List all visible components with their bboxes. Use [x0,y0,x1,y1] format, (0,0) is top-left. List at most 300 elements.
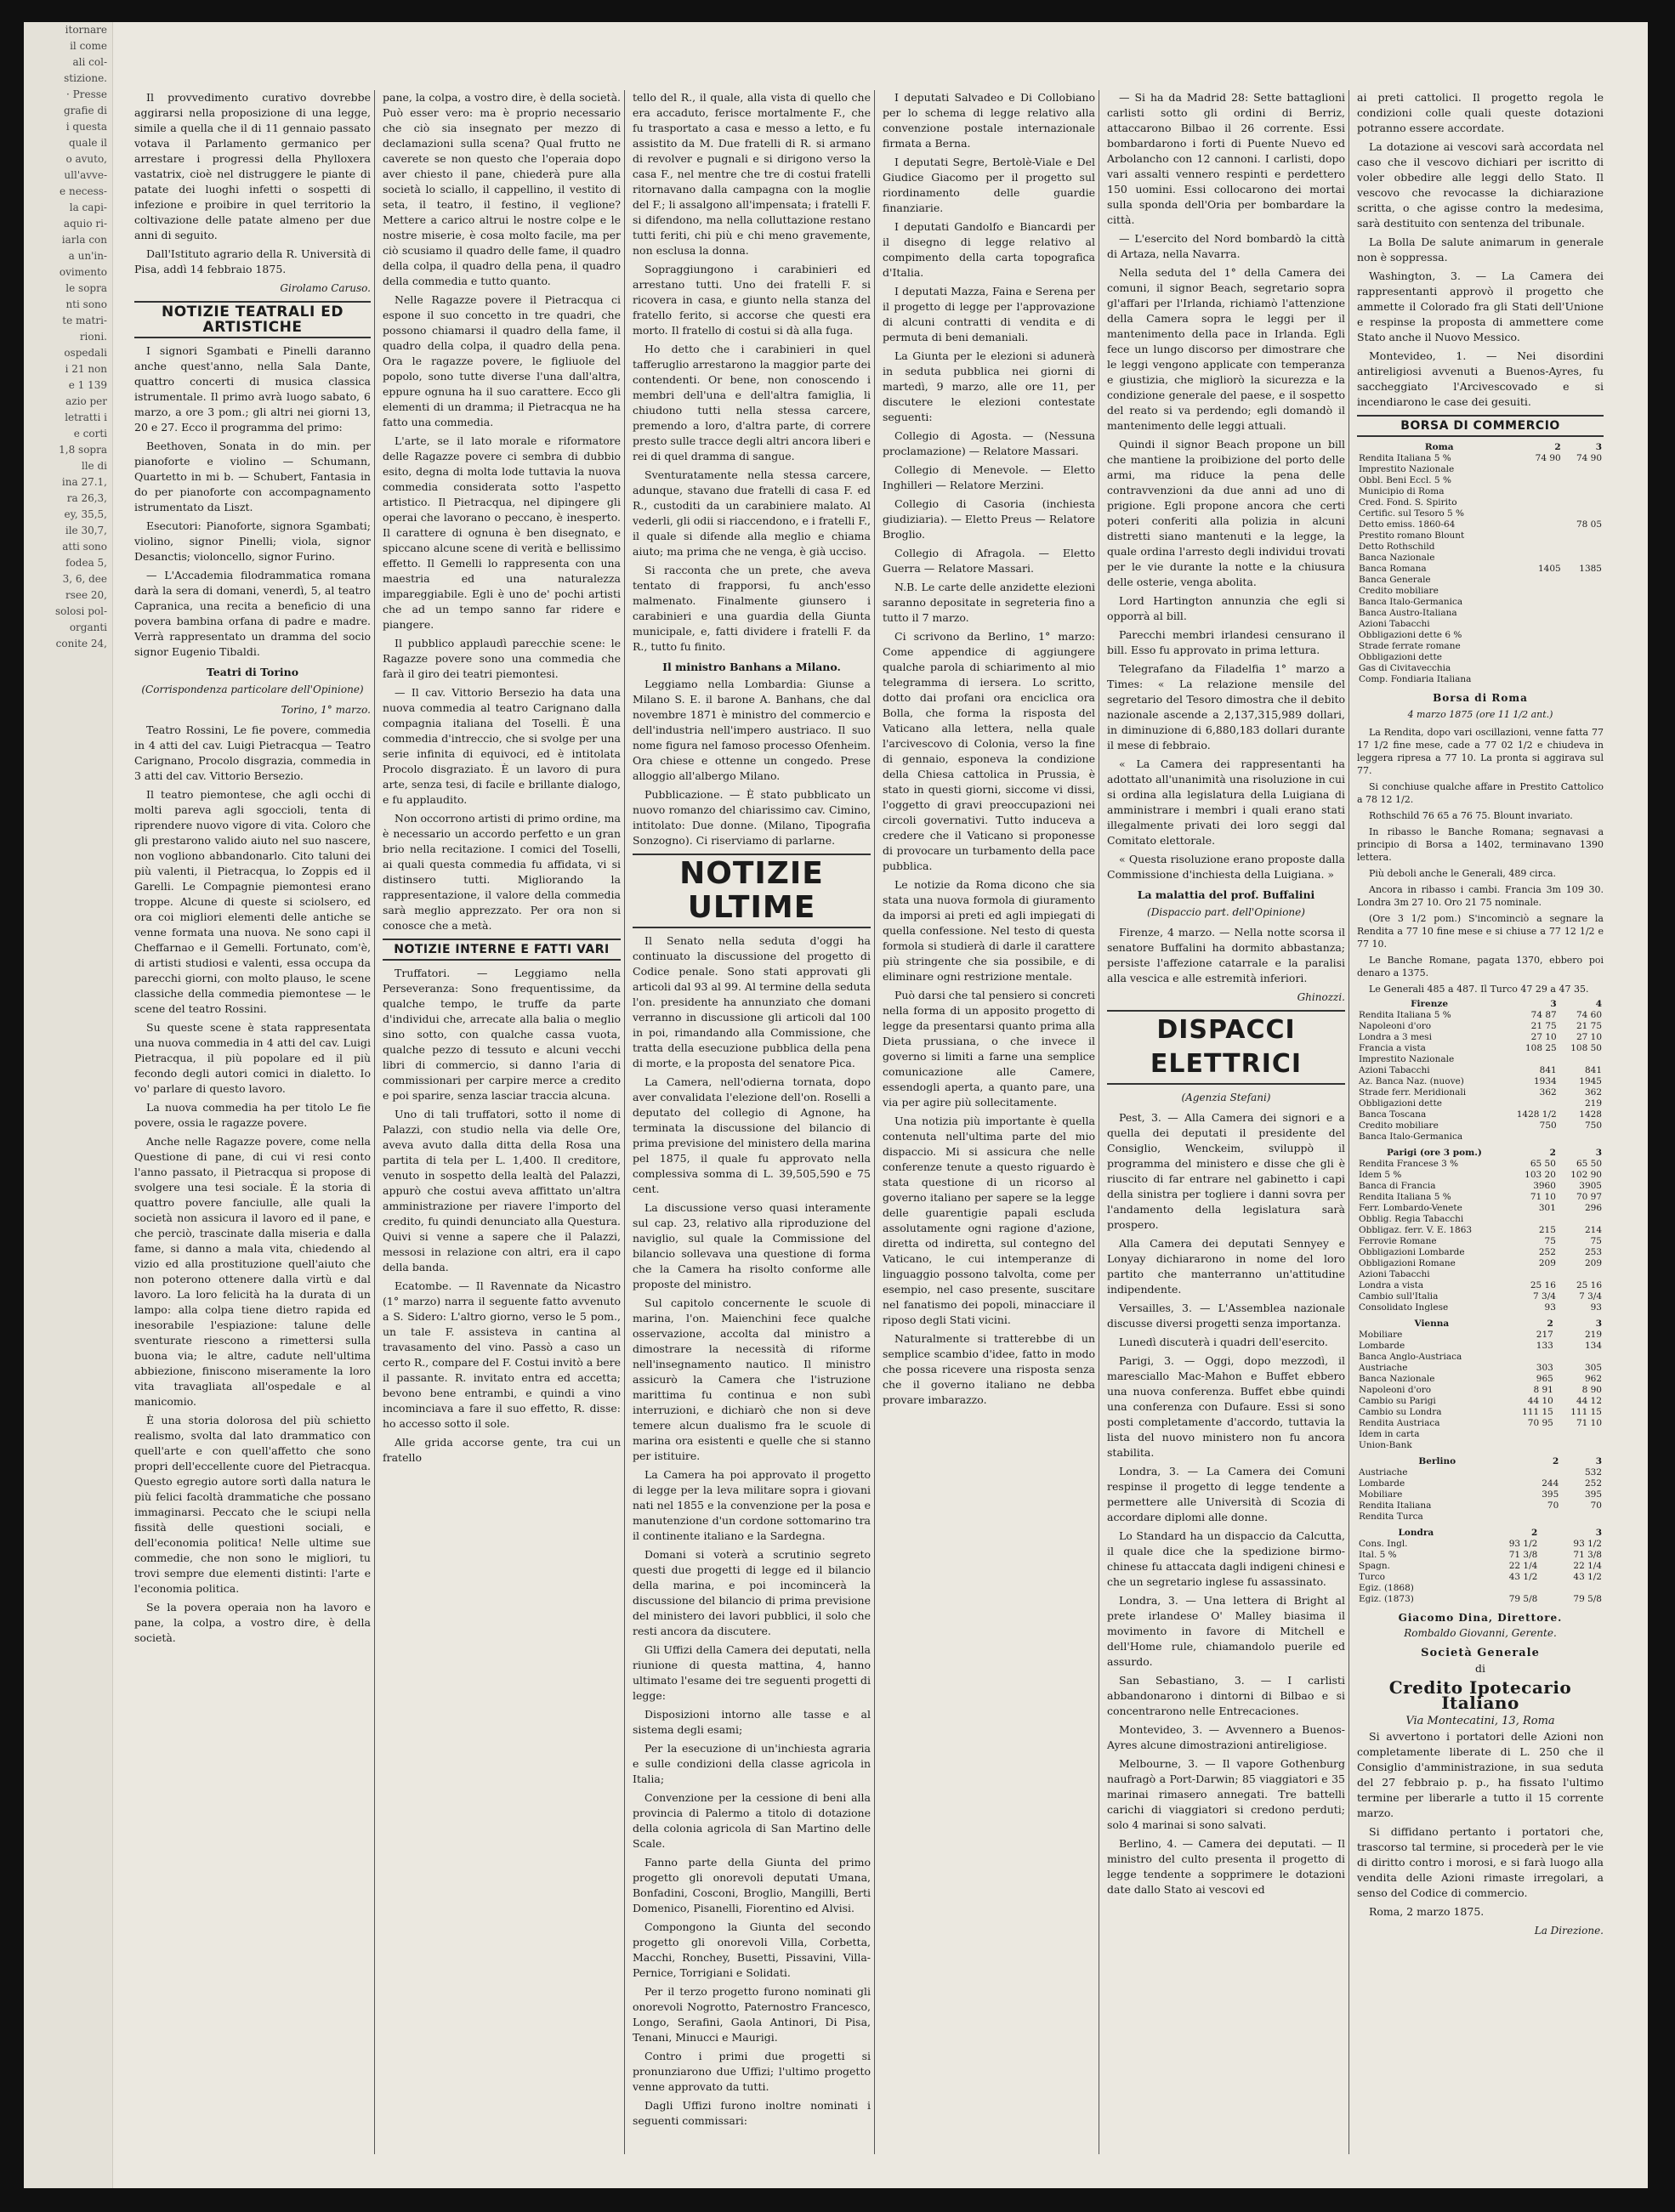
quotes-value-cell: 532 [1584,1467,1602,1478]
latest-paragraph: Gli Uffizi della Camera dei deputati, nella riunione di questa mattina, 4, hanno ultimato l'esame dei tre seguenti progetti di legge: [633,1643,871,1702]
telegram-paragraph: Alla Camera dei deputati Sennyey e Lonyay dichiararono in nome del loro partito che manterranno un'attitudine indipendente. [1107,1237,1345,1296]
margin-fragment: nti sono [65,298,107,310]
turin-paragraph: Il teatro piemontese, che agli occhi di molti pareva agli sgoccioli, tenta di riprendere nuovo vigore di vita. Coloro che gli prestarono valido aiuto nel suo nascere, non vogliono abbandonarlo. Cito taluni dei più valenti, il Pietracqua, lo Zoppis ed il Garelli. Le Compagnie piemontesi erano troppe. Alcune di queste si sciolsero, ed ora coi migliori elementi delle antiche se venne formata una nuova. Ne sono capi il Cheffarnao e il Gemelli. Fortunato, com'è, di artisti studiosi e valenti, essa occupa da parecchi giorni, con molto plauso, le scene classiche della commedia piemontese — le scene del teatro Rossini. [134,788,371,1015]
quotes-row [1357,1109,1604,1120]
quotes-row [1357,1440,1604,1451]
buffalini-heading: La malattia del prof. Buffalini [1137,888,1315,901]
quotes-label-cell: Strade ferr. Meridionali [1359,1087,1467,1097]
borsa-paragraph: (Ore 3 1/2 pom.) S'incominciò a segnare la Rendita a 77 10 fine mese e si chiuse a 77 12 1/2 e 77 10. [1357,913,1604,950]
latest-paragraph: Convenzione per la cessione di beni alla provincia di Palermo a titolo di dotazione della colonia agricola di San Martino delle Scale. [633,1791,871,1850]
margin-fragment: ovimento [59,266,107,278]
quotes-value-cell: 71 10 [1576,1418,1602,1428]
quotes-label-cell: Municipio di Roma [1359,486,1445,496]
latest-paragraph: Dagli Uffizi furono inoltre nominati i seguenti commissari: [633,2099,871,2127]
news-paragraph: Uno di tali truffatori, sotto il nome di Palazzi, con studio nella via delle Ore, aveva avuto dalla ditta della Rosa una partita di tela per L. 1,400. Il creditore, venuto in sospetto della lealtà del Palazzi, appurò che costui aveva affittato un'altra amministrazione per riavere l'importo del credito, fu quindi denunciato alla Questura. Quivi si venne a sapere che il Palazzi, messosi in relazione con altri, era il capo della banda. [383,1108,621,1273]
quotes-row [1357,1500,1604,1512]
quotes-value-cell: 70 [1590,1500,1602,1511]
quotes-value-cell: 217 [1536,1330,1553,1340]
quotes-value-cell [1563,542,1604,553]
borsa-paragraph: Ancora in ribasso i cambi. Francia 3m 109 30. Londra 3m 27 10. Oro 21 75 nominale. [1357,884,1604,908]
article-paragraph: Lord Hartington annunzia che egli si opporrà al bill. [1107,594,1345,622]
quotes-value-cell [1521,497,1562,508]
latest-paragraph: Contro i primi due progetti si pronunziarono due Uffizi; l'ultimo progetto venne approvato da tutti. [633,2050,871,2093]
quotes-value-cell [1559,1054,1604,1065]
quotes-label-cell: Credito mobiliare [1359,586,1439,596]
article-paragraph: Collegio di Menevole. — Eletto Inghilleri — Relatore Merzini. [883,463,1095,491]
quotes-row [1357,586,1604,597]
quotes-value-cell [1563,652,1604,663]
quotes-value-cell [1555,1440,1604,1451]
quotes-row [1357,1374,1604,1385]
quotes-value-cell: 134 [1584,1341,1602,1351]
margin-fragment: grafie di [63,105,107,116]
quotes-value-cell [1475,1583,1540,1594]
quotes-label-cell: Cambio su Londra [1359,1407,1442,1417]
quotes-value-cell: 70 97 [1576,1192,1602,1202]
quotes-row [1357,453,1604,464]
quotes-value-cell: 70 95 [1527,1418,1553,1428]
quotes-row [1357,1065,1604,1076]
article-paragraph: Telegrafano da Filadelfia 1° marzo a Times: « La relazione mensile del segretario del Tesoro dimostra che il debito nazionale ascende a 2,137,315,989 dollari, in diminuzione di 6,880,183 dollari durante il mese di febbraio. [1107,662,1345,752]
quotes-value-cell: 1428 [1579,1109,1602,1120]
quotes-value-cell: 71 3/8 [1573,1550,1602,1560]
quotes-row [1357,1214,1604,1225]
latest-paragraph: La Camera ha poi approvato il progetto di legge per la leva militare sopra i giovani nati nel 1855 e la convenzione per la posa e manutenzione d'un cordone sottomarino tra il continente italiano e la Sardegna. [633,1468,871,1542]
stock-exchange-heading: BORSA DI COMMERCIO [1357,415,1604,437]
quotes-label-cell: Rendita Italiana 5 % [1359,1010,1451,1020]
borsa-paragraph: Le Banche Romane, pagata 1370, ebbero poi denaro a 1375. [1357,955,1604,978]
margin-fragment: quale il [69,137,107,149]
editor-name: Giacomo Dina, Direttore. [1398,1612,1563,1624]
quotes-row [1357,1352,1604,1363]
quotes-row [1357,1478,1604,1489]
quotes-label-cell: Rendita Italiana 5 % [1359,453,1451,463]
theatre-paragraph: I signori Sgambati e Pinelli daranno anche quest'anno, nella Sala Dante, quattro concerti di musica classica istrumentale. Il primo avrà luogo sabato, 6 marzo, a ore 3 pom.; gli altri nei giorni 13, 20 e 27. Ecco il programma del primo: [134,344,371,434]
quotes-value-cell: 21 75 [1530,1021,1557,1031]
borsa-paragraph: In ribasso le Banche Romana; segnavasi a principio di Borsa a 1402, terminavano 1390 lettera. [1357,826,1604,863]
article-paragraph: ai preti cattolici. Il progetto regola le condizioni colle quali queste dotazioni potranno essere accordate. [1357,91,1604,134]
quotes-value-cell [1555,1429,1604,1440]
quotes-label-cell: Banca Generale [1359,575,1431,585]
margin-fragment: itornare [65,24,107,36]
quotes-value-cell [1502,1054,1559,1065]
article-paragraph: La Giunta per le elezioni si adunerà in seduta pubblica nei giorni di martedì, 9 marzo, alle ore 11, per discutere le elezioni contestate seguenti: [883,349,1095,423]
quotes-value-cell [1558,1214,1604,1225]
column-rule [374,90,375,2154]
quotes-label-cell: Azioni Tabacchi [1359,619,1430,629]
quotes-value-cell [1563,630,1604,641]
borsa-paragraph: Più deboli anche le Generali, 489 circa. [1369,868,1557,879]
latest-paragraph: La discussione verso quasi interamente sul cap. 23, relativo alla riproduzione del naviglio, sul quale la Commissione del bilancio sollevava una questione di forma che la Camera ha risolto conforme alle proposte del ministro. [633,1201,871,1290]
quotes-value-cell [1563,475,1604,486]
quotes-value-cell: 209 [1538,1258,1556,1268]
turin-date: Torino, 1° marzo. [281,704,371,716]
quotes-row [1357,508,1604,519]
quotes-label-cell: Napoleoni d'oro [1359,1021,1432,1031]
margin-fragment: ina 27.1, [61,476,107,488]
quotes-row [1357,1550,1604,1561]
buffalini-text: Firenze, 4 marzo. — Nella notte scorsa il senatore Buffalini ha dormito abbastanza; persiste l'affezione catarrale e la paralisi alla vescica e alle estremità inferiori. [1107,926,1345,984]
quotes-value-cell: 750 [1584,1120,1602,1131]
quotes-label-cell: Azioni Tabacchi [1359,1269,1430,1279]
quotes-label-cell: Idem in carta [1359,1429,1420,1439]
quotes-row [1357,608,1604,619]
quotes-value-cell: 965 [1536,1374,1553,1384]
society-paragraph: Si avvertono i portatori delle Azioni non completamente liberate di L. 250 che il Consiglio d'amministrazione, in sua seduta del 27 febbraio p. p., ha fissato l'ultimo termine per liberarle a tutto il 15 corrente marzo. [1357,1730,1604,1819]
borsa-paragraph: Le Generali 485 a 487. Il Turco 47 29 a 47 35. [1369,984,1589,995]
buffalini-subheading: (Dispaccio part. dell'Opinione) [1147,906,1305,918]
quotes-value-cell: 111 15 [1522,1407,1553,1417]
quotes-value-cell [1521,575,1562,586]
quotes-header-cell: 3 [1550,999,1557,1009]
quotes-row [1357,486,1604,497]
quotes-table-vienna [1357,1319,1604,1451]
quotes-label-cell: Banca Anglo-Austriaca [1359,1352,1462,1362]
margin-fragment: solosi pol- [54,605,107,617]
quotes-value-cell: 215 [1538,1225,1556,1235]
quotes-value-cell: 219 [1584,1330,1602,1340]
quotes-value-cell: 1934 [1533,1076,1557,1086]
telegram-paragraph: Melbourne, 3. — Il vapore Gothenburg naufragò a Port-Darwin; 85 viaggiatori e 35 marinai rimasero annegati. Tre battelli carichi di viaggiatori si credono perduti; solo 4 marinai si sono salvati. [1107,1757,1345,1831]
milan-title: Il ministro Banhans a Milano. [662,661,841,673]
quotes-value-cell: 103 20 [1525,1170,1556,1180]
quotes-value-cell: 43 1/2 [1508,1572,1538,1582]
quotes-header-cell: 2 [1530,1528,1538,1538]
quotes-value-cell [1563,663,1604,674]
article-paragraph: pane, la colpa, a vostro dire, è della società. Può esser vero: ma è proprio necessario che ciò sia insegnato per mezzo di declamazioni sulla scena? Qual frutto ne caverete se non questo che l'operaia dopo aver chiesto il pane, chiederà pure alla società lo sciallo, il cappellino, il vestito di seta, il teatro, il festino, il veglione? Mettere a carico altrui le nostre colpe e le nostre miserie, è cosa molto facile, ma per ciò scusiamo il quadro delle fame, il quadro della colpa, il quadro della pena, il quadro della commedia e tutto quanto. [383,91,621,287]
quotes-label-cell: Azioni Tabacchi [1359,1065,1430,1075]
article-paragraph: Quindi il signor Beach propone un bill che mantiene la proibizione del porto delle armi, ma riduce la pena delle contravvenzioni da due anni ad uno di prigione. Egli propone ancora che certi poteri conferiti alla polizia in alcuni distretti siano mantenuti e la legge, la quale ordina l'arresto degli individui trovati per le vie durante la notte e la chiusura delle osterie, venga abolita. [1107,438,1345,588]
column-rule [624,90,625,2154]
quotes-header-cell: Berlino [1418,1456,1456,1466]
quotes-label-cell: Rendita Italiana 5 % [1359,1192,1451,1202]
quotes-value-cell: 8 91 [1533,1385,1553,1395]
column-rule [874,90,875,2154]
quotes-label-cell: Detto Rothschild [1359,542,1435,552]
quotes-table-firenze [1357,999,1604,1143]
quotes-value-cell: 111 15 [1570,1407,1602,1417]
quotes-value-cell [1521,597,1562,608]
news-paragraph: Ecatombe. — Il Ravennate da Nicastro (1° marzo) narra il seguente fatto avvenuto a S. Sidero: L'altro giorno, verso le 5 pom., un tale F. assisteva in cantina al travasamento del vino. Passò a caso un certo R., compare del F. Costui invitò a bere il passante. R. invitato entra ed accetta; bevono bene entrambi, e quindi a vino incominciava a fare il suo effetto, R. disse: ho accesso sotto il sole. [383,1279,621,1430]
quotes-row [1357,1572,1604,1583]
quotes-value-cell: 93 1/2 [1573,1539,1602,1549]
news-paragraph: Alle grida accorse gente, tra cui un fratello [383,1436,621,1464]
quotes-label-cell: Ferr. Lombardo-Venete [1359,1203,1462,1213]
quotes-value-cell [1563,553,1604,564]
article-paragraph: « La Camera dei rappresentanti ha adottato all'unanimità una risoluzione in cui si ordina alla legislatura della Luigiana di amministrare i membri i quali erano stati illegalmente privati dei loro seggi dal Comitato elettorale. [1107,757,1345,847]
quotes-value-cell [1521,608,1562,619]
quotes-value-cell: 214 [1584,1225,1602,1235]
quotes-value-cell: 74 87 [1530,1010,1557,1020]
turin-paragraph: Teatro Rossini, Le fie povere, commedia in 4 atti del cav. Luigi Pietracqua — Teatro Carignano, Procolo disgrazia, commedia in 3 atti del cav. Vittorio Bersezio. [134,723,371,782]
margin-fragment: letratti i [65,411,107,423]
quotes-label-cell: Ital. 5 % [1359,1550,1397,1560]
margin-fragment: e necess- [60,185,107,197]
quotes-value-cell [1512,1269,1558,1280]
quotes-label-cell: Cambio sull'Italia [1359,1291,1439,1302]
article-paragraph: Parecchi membri irlandesi censurano il bill. Esso fu approvato in prima lettura. [1107,628,1345,656]
theatre-paragraph: Esecutori: Pianoforte, signora Sgambati; violino, signor Pinelli; viola, signor Desanctis; violoncello, signor Furino. [134,519,371,563]
quotes-value-cell [1521,464,1562,475]
quotes-row [1357,641,1604,652]
quotes-value-cell [1521,530,1562,542]
quotes-label-cell: Banca Nazionale [1359,553,1435,563]
quotes-value-cell [1521,553,1562,564]
quotes-row [1357,652,1604,663]
quotes-label-cell: Strade ferrate romane [1359,641,1461,651]
article-paragraph: Collegio di Agosta. — (Nessuna proclamazione) — Relatore Massari. [883,429,1095,457]
margin-fragment: ile 30,7, [65,525,107,536]
column-3 [629,90,874,2146]
quotes-row [1357,1098,1604,1109]
quotes-value-cell [1563,586,1604,597]
quotes-value-cell [1518,1467,1561,1478]
quotes-row [1357,1302,1604,1313]
quotes-value-cell [1563,619,1604,630]
quotes-header-row [1357,1148,1604,1159]
quotes-header-cell: 3 [1595,442,1602,452]
telegram-paragraph: Berlino, 4. — Camera dei deputati. — Il ministro del culto presenta il progetto di legge tendente a sopprimere le dotazioni date dallo Stato ai vescovi ed [1107,1837,1345,1896]
quotes-row [1357,1159,1604,1170]
quotes-row [1357,1385,1604,1396]
latest-paragraph: Disposizioni intorno alle tasse e al sistema degli esami; [633,1708,871,1736]
quotes-label-cell: Az. Banca Naz. (nuove) [1359,1076,1464,1086]
quotes-value-cell: 301 [1538,1203,1556,1213]
quotes-value-cell [1521,519,1562,530]
quotes-value-cell: 74 90 [1576,453,1602,463]
quotes-header-row [1357,442,1604,453]
quotes-value-cell: 22 1/4 [1508,1561,1538,1571]
quotes-row [1357,1561,1604,1572]
quotes-value-cell: 108 25 [1525,1043,1557,1053]
quotes-row [1357,497,1604,508]
quotes-row [1357,1489,1604,1500]
quotes-value-cell [1521,674,1562,685]
article-paragraph: Non occorrono artisti di primo ordine, ma è necessario un accordo perfetto e un gran brio nella recitazione. I comici del Toselli, ai quali questa commedia fu affidata, vi si distinsero tutti. Migliorando la rappresentazione, il valore della commedia sarà meglio apprezzato. Per ora non si conosce che a metà. [383,812,621,932]
article-paragraph: Washington, 3. — La Camera dei rappresentanti approvò il progetto che ammette il Colorado fra gli Stati dell'Unione e respinse la proposta di ammettere come Stato anche il Nuovo Messico. [1357,269,1604,343]
borsa-roma-date: 4 marzo 1875 (ore 11 1/2 ant.) [1407,709,1553,720]
telegram-paragraph: Montevideo, 3. — Avvennero a Buenos-Ayres alcune dimostrazioni antireligiose. [1107,1723,1345,1751]
quotes-value-cell: 1945 [1579,1076,1602,1086]
quotes-row [1357,1054,1604,1065]
quotes-table-berlino [1357,1456,1604,1523]
intro-signature: Girolamo Caruso. [280,282,371,294]
quotes-header-cell: Firenze [1411,999,1449,1009]
quotes-label-cell: Mobiliare [1359,1489,1403,1500]
quotes-value-cell [1521,486,1562,497]
quotes-value-cell [1563,486,1604,497]
quotes-value-cell [1563,530,1604,542]
quotes-header-cell: 2 [1547,1319,1553,1329]
quotes-value-cell: 1428 1/2 [1516,1109,1557,1120]
column-4 [879,90,1099,2146]
telegrams-agency: (Agenzia Stefani) [1181,1092,1271,1103]
quotes-label-cell: Mobiliare [1359,1330,1403,1340]
quotes-value-cell: 108 50 [1570,1043,1602,1053]
margin-fragment: fodea 5, [65,557,107,569]
telegram-paragraph: San Sebastiano, 3. — I carlisti abbandonarono i dintorni di Bilbao e si concentrarono nelle Entrecaciones. [1107,1674,1345,1717]
margin-fragment: i 21 non [65,363,107,375]
quotes-row [1357,1512,1604,1523]
margin-fragment: ospedali [64,347,107,359]
quotes-header-cell: 2 [1554,442,1561,452]
quotes-header-cell: Roma [1424,442,1454,452]
quotes-value-cell: 253 [1584,1247,1602,1257]
quotes-label-cell: Egiz. (1873) [1359,1594,1414,1604]
quotes-value-cell [1559,1132,1604,1143]
quotes-value-cell: 75 [1544,1236,1556,1246]
article-paragraph: La Bolla De salute animarum in generale non è soppressa. [1357,235,1604,264]
quotes-value-cell: 27 10 [1530,1032,1557,1042]
article-paragraph: Nella seduta del 1° della Camera dei comuni, il signor Beach, segretario sopra gl'affari per l'Irlanda, richiamò l'attenzione della Camera sopra le leggi per il mantenimento della pace in Irlanda. Egli fece un lungo discorso per dimostrare che le leggi vengono applicate con temperanza e giustizia, che migliorò la sicurezza e la condizione generale del paese, e il sospetto del reato si va perdendo; egli domandò il mantenimento delle leggi attuali. [1107,266,1345,432]
quotes-value-cell: 252 [1584,1478,1602,1489]
quotes-row [1357,1132,1604,1143]
article-paragraph: « Questa risoluzione erano proposte dalla Commissione d'inchiesta della Luigiana. » [1107,853,1345,881]
quotes-value-cell: 27 10 [1576,1032,1602,1042]
quotes-row [1357,1181,1604,1192]
quotes-row [1357,542,1604,553]
editor-gerente: Rombaldo Giovanni, Gerente. [1404,1627,1557,1639]
quotes-label-cell: Obbligazioni Lombarde [1359,1247,1465,1257]
quotes-value-cell: 21 75 [1576,1021,1602,1031]
editor-credits [1357,1610,1604,1641]
quotes-value-cell [1521,586,1562,597]
telegram-paragraph: Lo Standard ha un dispaccio da Calcutta, il quale dice che la spedizione birmo-chinese fu attaccata dagli indigeni chinesi e che un segretario inglese fu assassinato. [1107,1529,1345,1588]
margin-fragment: i questa [65,121,107,133]
quotes-label-cell: Napoleoni d'oro [1359,1385,1432,1395]
quotes-value-cell: 8 90 [1581,1385,1602,1395]
quotes-value-cell: 93 [1544,1302,1556,1313]
quotes-header-cell: 2 [1552,1456,1559,1466]
quotes-label-cell: Cred. Fond. S. Spirito [1359,497,1457,508]
quotes-value-cell [1518,1512,1561,1523]
quotes-label-cell: Banca Romana [1359,564,1427,574]
quotes-label-cell: Turco [1359,1572,1385,1582]
article-paragraph: tello del R., il quale, alla vista di quello che era accaduto, ferisce mortalmente F., che fu trasportato a casa e messo a letto, e fu assistito da M. Due fratelli di R. si armano di revolver e pugnali e si dirigono verso la casa F., nel mentre che tre di costui fratelli ritornavano dalla campagna con la moglie del F.; li assalgono all'impensata; i fratelli F. si difendono, ma nella colluttazione restano tutti feriti, chi più e chi meno gravemente, non esclusa la donna. [633,91,871,257]
quotes-row [1357,519,1604,530]
article-paragraph: Naturalmente si tratterebbe di un semplice scambio d'idee, fatto in modo che possa ricevere una risposta senza che il governo italiano ne debba provare imbarazzo. [883,1332,1095,1406]
quotes-value-cell [1521,508,1562,519]
margin-fragment: aquio ri- [63,218,107,230]
article-paragraph: Il pubblico applaudì parecchie scene: le Ragazze povere sono una commedia che farà il giro dei teatri piemontesi. [383,637,621,680]
quotes-row [1357,1203,1604,1214]
quotes-value-cell [1502,1098,1559,1109]
quotes-value-cell: 7 3/4 [1579,1291,1602,1302]
turin-paragraph: Se la povera operaia non ha lavoro e pane, la colpa, a vostro dire, è della società. [134,1601,371,1644]
margin-fragment: rsee 20, [65,589,107,601]
quotes-value-cell: 93 [1590,1302,1602,1313]
quotes-value-cell [1563,508,1604,519]
quotes-label-cell: Lombarde [1359,1341,1405,1351]
quotes-row [1357,1087,1604,1098]
quotes-value-cell [1521,475,1562,486]
quotes-value-cell [1521,641,1562,652]
quotes-row [1357,1291,1604,1302]
quotes-label-cell: Imprestito Nazionale [1359,464,1455,474]
article-paragraph: Collegio di Casoria (inchiesta giudiziaria). — Eletto Preus — Relatore Broglio. [883,497,1095,541]
quotes-row [1357,1247,1604,1258]
quotes-label-cell: Lombarde [1359,1478,1405,1489]
quotes-value-cell [1502,1132,1559,1143]
quotes-value-cell: 362 [1584,1087,1602,1097]
quotes-value-cell [1512,1214,1558,1225]
quotes-label-cell: Rendita Austriaca [1359,1418,1440,1428]
quotes-value-cell: 252 [1538,1247,1556,1257]
quotes-value-cell: 102 90 [1570,1170,1602,1180]
margin-fragment: azio per [65,395,107,407]
quotes-header-cell: 2 [1549,1148,1556,1158]
quotes-value-cell: 44 10 [1527,1396,1553,1406]
quotes-value-cell: 962 [1584,1374,1602,1384]
article-paragraph: Montevideo, 1. — Nei disordini antireligiosi avvenuti a Buenos-Ayres, fu saccheggiato l'Arcivescovado e si incendiarono le case dei gesuiti. [1357,349,1604,408]
latest-paragraph: Per il terzo progetto furono nominati gli onorevoli Nogrotto, Paternostro Francesco, Longo, Serafini, Gaola Antinori, Di Pisa, Tenani, Minucci e Maurigi. [633,1985,871,2044]
quotes-row [1357,1010,1604,1021]
quotes-value-cell: 22 1/4 [1573,1561,1602,1571]
article-paragraph: — L'esercito del Nord bombardò la città di Artaza, nella Navarra. [1107,232,1345,260]
quotes-label-cell: Banca Toscana [1359,1109,1427,1120]
telegram-paragraph: Versailles, 3. — L'Assemblea nazionale discusse diversi progetti senza importanza. [1107,1302,1345,1330]
quotes-row [1357,553,1604,564]
society-paragraph: Roma, 2 marzo 1875. [1369,1905,1485,1918]
quotes-row [1357,1467,1604,1478]
quotes-value-cell: 78 05 [1576,519,1602,530]
quotes-value-cell: 25 16 [1576,1280,1602,1290]
quotes-value-cell: 65 50 [1576,1159,1602,1169]
quotes-label-cell: Francia a vista [1359,1043,1426,1053]
theatre-paragraph: Beethoven, Sonata in do min. per pianoforte e violino — Schumann, Quartetto in mi b. — Schubert, Fantasia in do per pianoforte con accompagnamento istrumentato da Liszt. [134,440,371,513]
borsa-paragraph: La Rendita, dopo vari oscillazioni, venne fatta 77 17 1/2 fine mese, cade a 77 02 1/2 e chiudeva in leggera ripresa a 77 10. La pronta si aggirava sul 77. [1357,727,1604,776]
quotes-header-cell: 3 [1595,1528,1602,1538]
society-notice [1357,1646,1604,1729]
article-paragraph: La dotazione ai vescovi sarà accordata nel caso che il vescovo dichiari per iscritto di voler obbedire alle leggi dello Stato. Il vescovo che revocasse la dichiarazione scritta, o che agisse contro la medesima, sarà destituito con sentenza del tribunale. [1357,140,1604,230]
quotes-row [1357,1363,1604,1374]
column-6 [1354,90,1607,2146]
quotes-value-cell [1555,1352,1604,1363]
quotes-value-cell: 296 [1584,1203,1602,1213]
quotes-row [1357,1418,1604,1429]
quotes-row [1357,1021,1604,1032]
quotes-value-cell: 74 60 [1576,1010,1602,1020]
quotes-value-cell: 841 [1539,1065,1557,1075]
quotes-row [1357,619,1604,630]
article-paragraph: — Si ha da Madrid 28: Sette battaglioni carlisti sotto gli ordini di Berriz, attaccarono Bilbao il 26 corrente. Essi bombardarono i forti di Puente Nuevo ed Arbolancho con 12 cannoni. I carlisti, dopo vari assalti vennero respinti e perdettero 150 uomini. Essi collocarono dei mortai sulla sponda dell'Oria per bombardare la città. [1107,91,1345,226]
margin-fragment: e 1 139 [68,379,107,391]
section-heading-theatre: NOTIZIE TEATRALI ED ARTISTICHE [134,301,371,338]
quotes-value-cell [1521,663,1562,674]
quotes-value-cell: 44 12 [1576,1396,1602,1406]
quotes-value-cell: 209 [1584,1258,1602,1268]
quotes-row [1357,674,1604,685]
quotes-row [1357,1236,1604,1247]
margin-fragment: ey, 35,5, [64,508,107,520]
quotes-row [1357,1120,1604,1132]
quotes-row [1357,1330,1604,1341]
quotes-label-cell: Austriache [1359,1363,1408,1373]
quotes-value-cell [1558,1269,1604,1280]
quotes-header-cell: 3 [1595,1319,1602,1329]
left-margin-previous-page [24,22,113,2188]
quotes-value-cell [1563,674,1604,685]
quotes-value-cell: 3960 [1533,1181,1556,1191]
latest-paragraph: Per la esecuzione di un'inchiesta agraria e sulle condizioni della classe agricola in Italia; [633,1742,871,1785]
quotes-value-cell [1563,497,1604,508]
turin-paragraph: È una storia dolorosa del più schietto realismo, svolta dal lato drammatico con quell'arte e con quell'affetto che sono propri dell'eccellente cuore del Pietracqua. Questo egregio autore sortì dalla natura le più felici facoltà drammatiche che possano immaginarsi. Peccato che le sciupi nella fissità delle questioni sociali, e dell'economia politica! Nelle ultime sue commedie, che non sono le migliori, tu trovi sempre due elementi distinti: l'arte e l'economia politica. [134,1414,371,1595]
borsa-paragraph: Si conchiuse qualche affare in Prestito Cattolico a 78 12 1/2. [1357,781,1604,805]
quotes-label-cell: Banca Italo-Germanica [1359,597,1463,607]
society-paragraph: Si diffidano pertanto i portatori che, trascorso tal termine, si procederà per le vie di diritto contro i morosi, e si farà luogo alla vendita delle Azioni rimaste irregolari, a senso del Codice di commercio. [1357,1825,1604,1899]
quotes-row [1357,1269,1604,1280]
quotes-value-cell: 219 [1584,1098,1602,1109]
